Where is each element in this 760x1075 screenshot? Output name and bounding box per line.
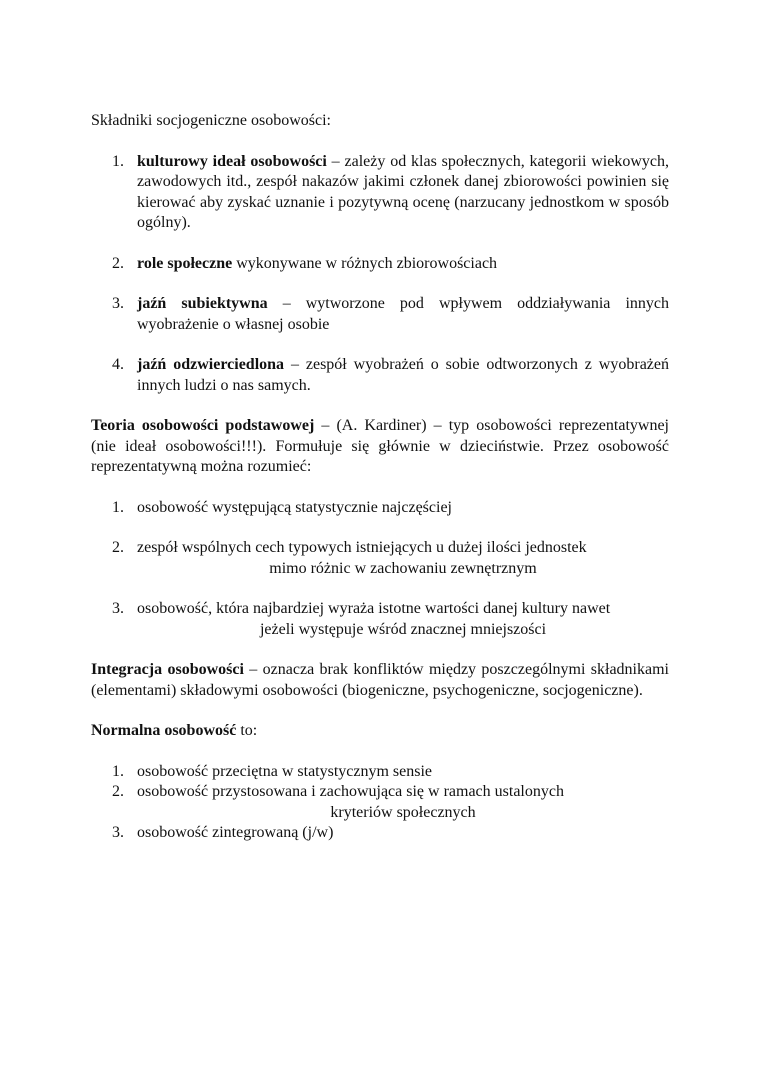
list-number: 3. [112,295,124,312]
item-text: zespół wspólnych cech typowych istniejących u dużej ilości jednostek [137,539,587,556]
list-item [91,254,669,275]
term-bold: Integracja osobowości [91,661,244,678]
term-bold: role społeczne [137,254,233,272]
item-continuation: mimo różnic w zachowaniu zewnętrznym [269,559,537,577]
list-item [91,599,669,640]
list-item [91,538,669,579]
list-number: 2. [112,783,124,800]
document-page [91,111,669,844]
term-description: – (A. Kardiner) – typ osobowości reprezentatywnej (nie ideał osobowości!!!). Formułuje się głównie w dzieciństwie. Przez osobowość reprezentatywną można rozumieć: [91,417,669,475]
item-text: osobowość przystosowana i zachowująca się w ramach ustalonych [137,783,564,800]
list-number: 3. [112,600,124,617]
list-number: 1. [112,762,124,780]
term-description: – wytworzone pod wpływem oddziaływania innych wyobrażenie o własnej osobie [137,295,670,333]
theory-list [91,498,669,641]
item-text: osobowość przeciętna w statystycznym sensie [137,762,433,780]
list-number: 1. [112,152,124,170]
term-description: – oznacza brak konfliktów między poszczególnymi składnikami (elementami) składowymi osobowości (biogeniczne, psychogeniczne, socjogeniczne). [91,661,669,699]
list-item [91,782,669,823]
item-continuation: kryteriów społecznych [330,803,476,821]
theory-paragraph [91,416,669,478]
item-continuation: jeżeli występuje wśród znacznej mniejszości [259,620,547,638]
term-bold: Normalna osobowość [91,722,237,739]
list-item [91,152,669,234]
normal-paragraph [91,721,669,742]
item-text: osobowość, która najbardziej wyraża istotne wartości danej kultury nawet [137,600,611,617]
section-heading: Składniki socjogeniczne osobowości: [91,112,331,129]
list-number: 3. [112,824,124,841]
term-bold: jaźń subiektywna [137,295,268,312]
list-number: 4. [112,356,124,373]
term-description: to: [236,722,258,739]
item-text: osobowość występującą statystycznie najczęściej [137,498,452,516]
integration-paragraph [91,660,669,701]
list-number: 2. [112,539,124,556]
term-description: – zespół wyobrażeń o sobie odtworzonych z wyobrażeń innych ludzi o nas samych. [137,356,669,394]
term-bold: jaźń odzwierciedlona [137,356,285,373]
normal-list [91,762,669,844]
list-number: 2. [112,254,124,272]
list-item [91,823,669,844]
list-item [91,498,669,519]
term-bold: kulturowy ideał osobowości [137,152,327,170]
term-description: – zależy od klas społecznych, kategorii wiekowych, zawodowych itd., zespół nakazów jakimi członek danej zbiorowości powinien się kierować aby zyskać uznanie i pozytywną ocenę (narzucany jednostkom w sposób ogólny). [137,152,669,231]
term-bold: Teoria osobowości podstawowej [91,417,315,434]
components-list [91,152,669,397]
list-number: 1. [112,498,124,516]
list-item [91,762,669,783]
list-item [91,355,669,396]
list-item [91,294,669,335]
item-text: osobowość zintegrowaną (j/w) [137,824,334,841]
term-description: wykonywane w różnych zbiorowościach [232,254,498,272]
